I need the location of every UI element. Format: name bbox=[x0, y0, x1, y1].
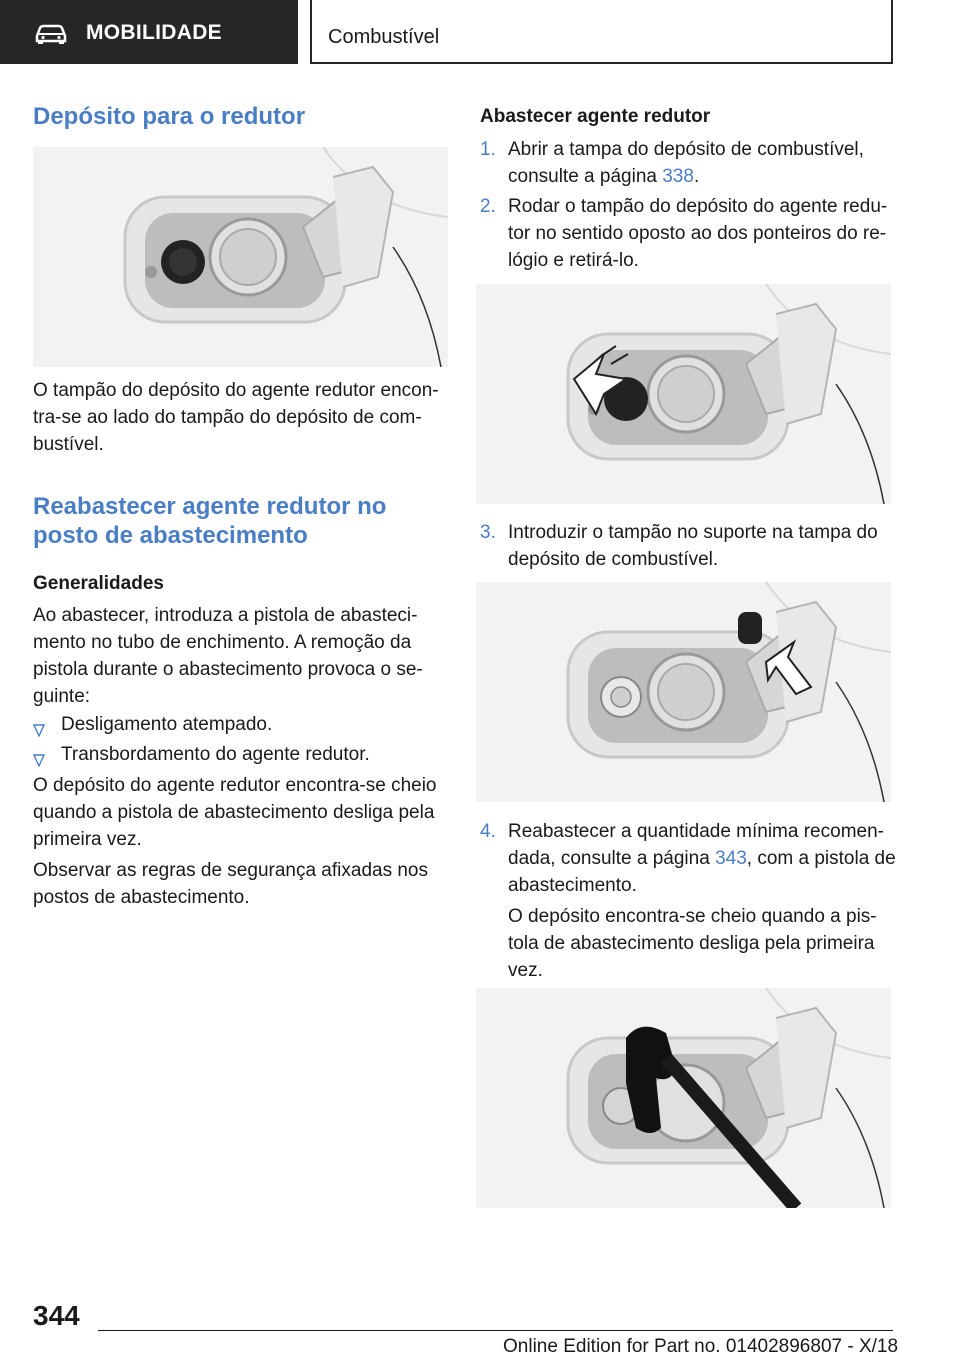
heading-reductor-tank: Depósito para o redutor bbox=[33, 103, 306, 130]
photo-cap-in-holder bbox=[476, 582, 891, 802]
page-link-338[interactable]: 338 bbox=[662, 166, 694, 187]
step-3: 3. Introduzir o tampão no suporte na tampa do depósito de combustível. bbox=[480, 522, 878, 570]
topic-header bbox=[310, 0, 893, 64]
footer-divider bbox=[98, 1330, 893, 1331]
triangle-bullet-icon bbox=[33, 718, 45, 745]
step-1: 1. Abrir a tampa do depósito de combustível, consulte a página 338. bbox=[480, 139, 864, 187]
section-tab bbox=[0, 0, 298, 64]
subheading-refill-reductor: Abastecer agente redutor bbox=[480, 106, 711, 127]
photo-filler-cap bbox=[33, 147, 448, 367]
paragraph-cap-location: O tampão do depósito do agente redutor encon- tra-se ao lado do tampão do depósito de com- bustível. bbox=[33, 380, 439, 455]
subheading-generalities: Generalidades bbox=[33, 573, 164, 594]
footer-edition: Online Edition for Part no. 01402896807 - X/18 bbox=[503, 1336, 899, 1357]
paragraph-refilling-intro: Ao abastecer, introduza a pistola de abasteci- mento no tubo de enchimento. A remoção da pistola durante o abastecimento provoca o se- guinte: bbox=[33, 605, 423, 707]
page-number: 344 bbox=[33, 1300, 80, 1331]
photo-remove-cap bbox=[476, 284, 891, 504]
paragraph-tank-full: O depósito do agente redutor encontra-se cheio quando a pistola de abastecimento desliga pela primeira vez. bbox=[33, 775, 437, 850]
page-link-343[interactable]: 343 bbox=[715, 848, 747, 869]
car-icon bbox=[34, 24, 68, 49]
topic-title: Combustível bbox=[328, 26, 440, 48]
step-4: 4. Reabastecer a quantidade mínima recomen- dada, consulte a página 343, com a pistola de abastecimento. O depósito encontra-se cheio quando a pis- tola de abastecimento desliga pela primeira vez. bbox=[480, 821, 896, 981]
photo-refill-nozzle bbox=[476, 988, 891, 1208]
step-2: 2. Rodar o tampão do depósito do agente redu- tor no sentido oposto ao dos ponteiros do re- lógio e retirá-lo. bbox=[480, 196, 888, 271]
section-title: MOBILIDADE bbox=[86, 21, 222, 44]
paragraph-safety-rules: Observar as regras de segurança afixadas nos postos de abastecimento. bbox=[33, 860, 428, 908]
triangle-bullet-icon bbox=[33, 748, 45, 775]
heading-refill-at-station: Reabastecer agente redutor no posto de abastecimento bbox=[33, 493, 387, 549]
